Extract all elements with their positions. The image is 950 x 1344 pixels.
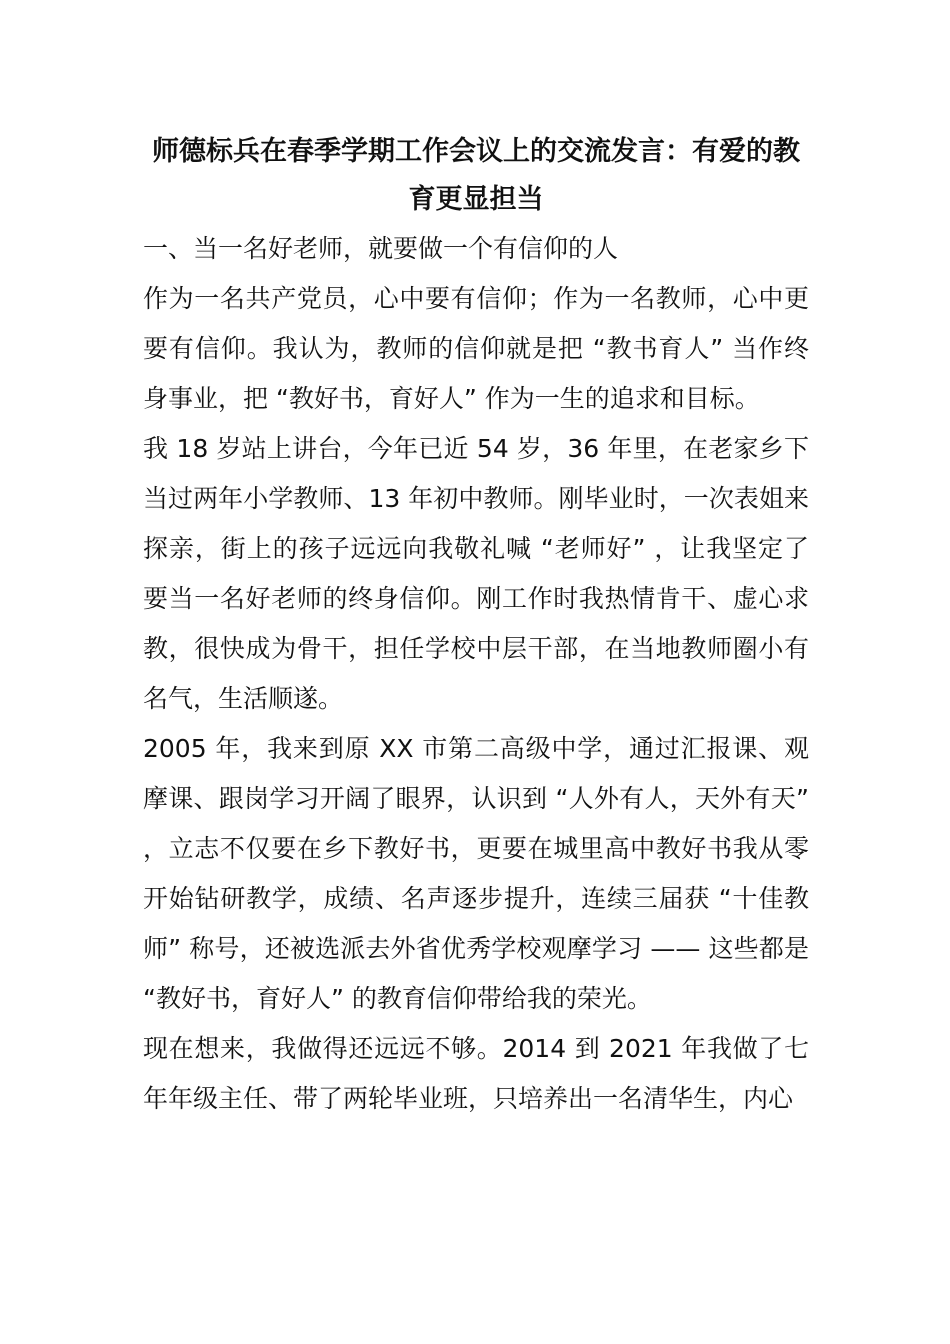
paragraph-3: 2005 年，我来到原 XX 市第二高级中学，通过汇报课、观摩课、跟岗学习开阔了眼界，认识到 “人外有人，天外有天” ，立志不仅要在乡下教好书，更要在城里高中教好书我从零开始钻研教学，成绩、名声逐步提升，连续三届获 “十佳教师” 称号，还被选派去外省优秀学校观摩学习 —— 这些都是 “教好书，育好人” 的教育信仰带给我的荣光。 (143, 734, 809, 1013)
paragraph-2: 我 18 岁站上讲台，今年已近 54 岁，36 年里，在老家乡下当过两年小学教师、13 年初中教师。刚毕业时，一次表姐来探亲，街上的孩子远远向我敬礼喊 “老师好” ，让我坚定了要当一名好老师的终身信仰。刚工作时我热情肯干、虚心求教，很快成为骨干，担任学校中层干部，在当地教师圈小有名气，生活顺遂。 (143, 434, 809, 713)
document-page (143, 128, 809, 1124)
paragraph-1: 作为一名共产党员，心中要有信仰；作为一名教师，心中更要有信仰。我认为，教师的信仰就是把 “教书育人” 当作终身事业，把 “教好书，育好人” 作为一生的追求和目标。 (143, 284, 809, 413)
section-heading: 一、当一名好老师，就要做一个有信仰的人 (143, 234, 619, 263)
paragraph-4: 现在想来，我做得还远远不够。2014 到 2021 年我做了七年年级主任、带了两轮毕业班，只培养出一名清华生，内心 (143, 1034, 809, 1113)
document-title: 师德标兵在春季学期工作会议上的交流发言：有爱的教育更显担当 (152, 136, 800, 215)
